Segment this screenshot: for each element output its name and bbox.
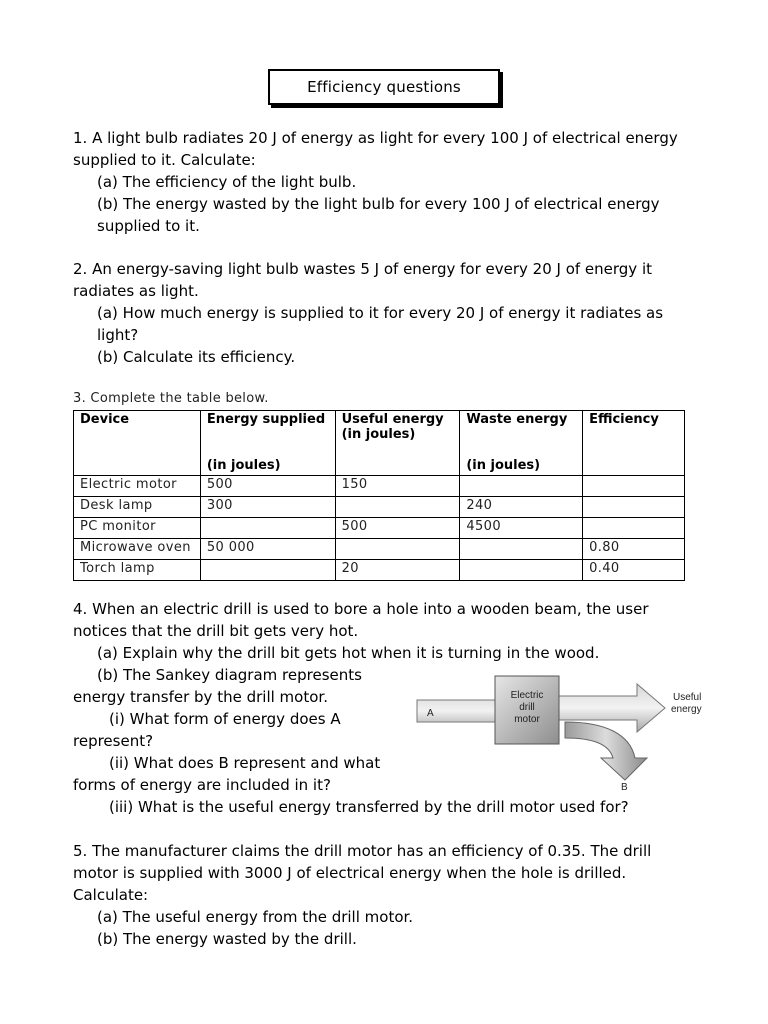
output-label-line2: energy (671, 704, 702, 715)
question-2-stem: 2. An energy-saving light bulb wastes 5 J of energy for every 20 J of energy it radiates as light. (73, 260, 653, 300)
question-4-part-ii-line2: forms of energy are included in it? (73, 776, 331, 794)
motor-label-line3: motor (514, 714, 540, 725)
question-2-part-b: (b) Calculate its efficiency. (97, 348, 296, 366)
cell-useful: 20 (335, 560, 460, 581)
cell-supplied (200, 518, 335, 539)
cell-device: Desk lamp (74, 497, 201, 518)
question-4-stem: 4. When an electric drill is used to bore a hole into a wooden beam, the user notices that the drill bit gets very hot. (73, 600, 649, 640)
question-1-stem: 1. A light bulb radiates 20 J of energy as light for every 100 J of electrical energy supplied to it. Calculate: (73, 129, 678, 169)
cell-waste: 240 (460, 497, 583, 518)
question-4-part-i-line2: represent? (73, 732, 154, 750)
cell-supplied (200, 560, 335, 581)
cell-efficiency: 0.80 (583, 539, 685, 560)
table-row (74, 497, 685, 518)
waste-label: B (621, 782, 628, 793)
cell-device: Electric motor (74, 476, 201, 497)
table-row (74, 518, 685, 539)
question-1-part-a: (a) The efficiency of the light bulb. (97, 173, 357, 191)
header-device: Device (74, 411, 201, 476)
cell-useful: 150 (335, 476, 460, 497)
question-4-part-i-line1: (i) What form of energy does A (109, 710, 341, 728)
question-3-caption: 3. Complete the table below. (73, 391, 269, 406)
cell-efficiency (583, 497, 685, 518)
question-4-part-a: (a) Explain why the drill bit gets hot when it is turning in the wood. (97, 644, 600, 662)
cell-useful (335, 539, 460, 560)
question-5 (73, 840, 698, 950)
output-label-line1: Useful (673, 692, 702, 703)
cell-device: PC monitor (74, 518, 201, 539)
efficiency-table (73, 410, 685, 581)
header-energy-supplied: Energy supplied (in joules) (200, 411, 335, 476)
question-2 (73, 258, 698, 368)
cell-waste: 4500 (460, 518, 583, 539)
cell-waste (460, 560, 583, 581)
cell-useful: 500 (335, 518, 460, 539)
cell-waste (460, 476, 583, 497)
cell-efficiency (583, 476, 685, 497)
cell-supplied: 300 (200, 497, 335, 518)
cell-waste (460, 539, 583, 560)
question-1-part-b: (b) The energy wasted by the light bulb for every 100 J of electrical energy supplied to it. (97, 195, 660, 235)
cell-supplied: 500 (200, 476, 335, 497)
motor-label-line2: drill (519, 702, 535, 713)
header-efficiency: Efficiency (583, 411, 685, 476)
cell-device: Torch lamp (74, 560, 201, 581)
sankey-diagram (415, 672, 715, 794)
cell-device: Microwave oven (74, 539, 201, 560)
question-2-part-a: (a) How much energy is supplied to it for every 20 J of energy it radiates as light? (97, 304, 664, 344)
cell-efficiency: 0.40 (583, 560, 685, 581)
cell-efficiency (583, 518, 685, 539)
header-useful-energy: Useful energy (in joules) (335, 411, 460, 476)
question-4-part-b-line2: energy transfer by the drill motor. (73, 688, 328, 706)
question-5-part-b: (b) The energy wasted by the drill. (97, 930, 357, 948)
question-1 (73, 127, 698, 237)
question-4-part-b-line1: (b) The Sankey diagram represents (97, 666, 362, 684)
table-row (74, 539, 685, 560)
question-4-part-iii: (iii) What is the useful energy transferred by the drill motor used for? (109, 798, 629, 816)
question-5-part-a: (a) The useful energy from the drill motor. (97, 908, 414, 926)
table-row (74, 560, 685, 581)
question-5-stem: 5. The manufacturer claims the drill motor has an efficiency of 0.35. The drill motor is supplied with 3000 J of electrical energy when the hole is drilled. Calculate: (73, 842, 652, 904)
table-row (74, 476, 685, 497)
cell-supplied: 50 000 (200, 539, 335, 560)
question-4-part-ii-line1: (ii) What does B represent and what (109, 754, 381, 772)
worksheet-title: Efficiency questions (268, 69, 500, 105)
input-label: A (427, 708, 434, 719)
table-header-row (74, 411, 685, 476)
motor-label-line1: Electric (510, 690, 544, 701)
waste-arrow (565, 722, 647, 780)
cell-useful (335, 497, 460, 518)
header-waste-energy: Waste energy (in joules) (460, 411, 583, 476)
